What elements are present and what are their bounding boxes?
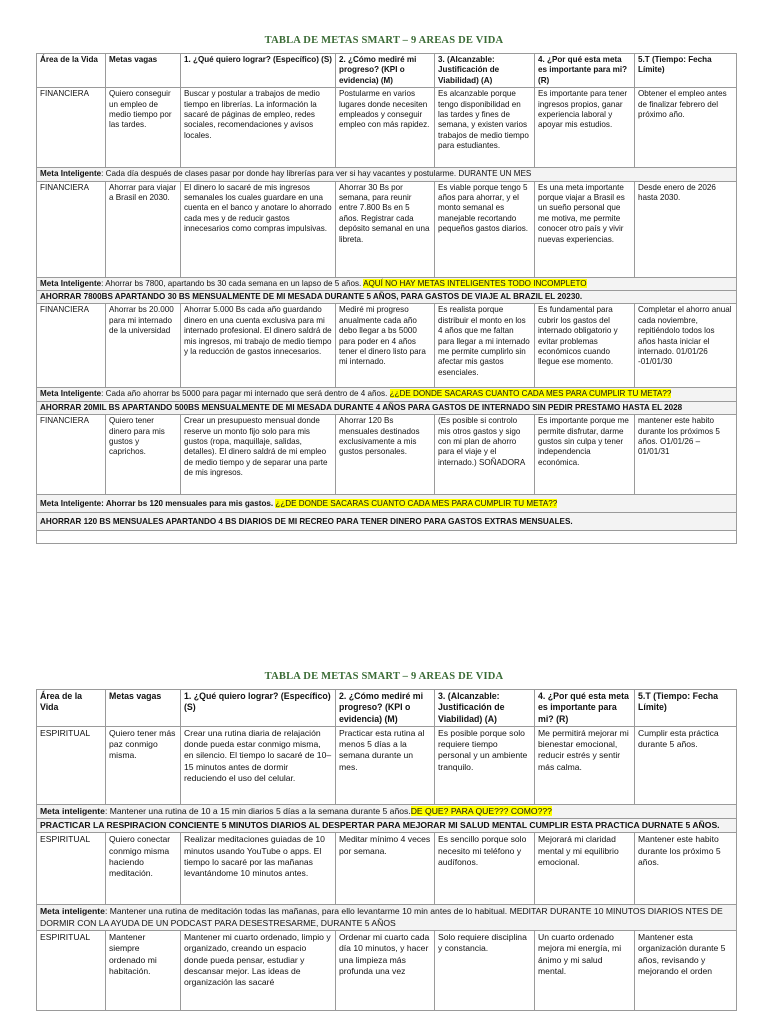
header-cell: 1. ¿Qué quiero lograr? (Específico) (S): [181, 690, 336, 727]
table-cell: Crear un presupuesto mensual donde reserve un monto fijo solo para mis gustos (ropa, maquillaje, salidas, detalles). El dinero saldrá de mi empleo de medio tiempo y de separar una parte de mis ingresos.: [181, 415, 336, 495]
goal-cell: AHORRAR 120 BS MENSUALES APARTANDO 4 BS DIARIOS DE MI RECREO PARA TENER DINERO PARA GASTOS EXTRAS MENSUALES.: [37, 513, 737, 531]
meta-label: Meta Inteligente: [40, 389, 102, 399]
table-cell: El dinero lo sacaré de mis ingresos semanales los cuales guardare en una cuenta en el banco y anotare lo ahorrado cada mes y de reducir gastos innecesarios como compras impulsivas.: [181, 181, 336, 277]
header-cell: 1. ¿Qué quiero lograr? (Específico) (S): [181, 54, 336, 88]
meta-cell: [37, 495, 737, 513]
header-cell: 2. ¿Cómo mediré mi progreso? (KPI o evidencia) (M): [336, 54, 435, 88]
table-cell: Obtener el empleo antes de finalizar febrero del próximo año.: [635, 88, 737, 168]
table-row: [37, 833, 737, 905]
goal-row: [37, 401, 737, 414]
teacher-comment: AQUÍ NO HAY METAS INTELIGENTES TODO INCOMPLETO: [363, 278, 587, 288]
table-cell: (Es posible si controlo mis otros gastos y sigo con mi plan de ahorro para el viaje y el internado.) SOÑADORA: [435, 415, 535, 495]
meta-cell: [37, 905, 737, 931]
table-cell: Postularme en varios lugares donde necesiten empleados y conseguir empleo con más rapidez.: [336, 88, 435, 168]
meta-row: [37, 905, 737, 931]
goal-cell: AHORRAR 20MIL BS APARTANDO 500BS MENSUALMENTE DE MI MESADA DURANTE 4 AÑOS PARA GASTOS DE INTERNADO SIN PEDIR PRESTAMO HASTA EL 2028: [37, 401, 737, 414]
table-cell: Realizar meditaciones guiadas de 10 minutos usando YouTube o apps. El tiempo lo sacaré por las mañanas levantándome 10 minutos antes.: [181, 833, 336, 905]
meta-cell: [37, 388, 737, 401]
meta-row: [37, 495, 737, 513]
meta-text: : Cada año ahorrar bs 5000 para pagar mi internado que será dentro de 4 años.: [101, 389, 390, 399]
meta-row: [37, 804, 737, 818]
table-cell: Ahorrar 120 Bs mensuales destinados exclusivamente a mis gustos personales.: [336, 415, 435, 495]
meta-text: : Mantener una rutina de 10 a 15 min diarios 5 días a la semana durante 5 años.: [104, 805, 411, 816]
goal-cell: PRACTICAR LA RESPIRACION CONCIENTE 5 MINUTOS DIARIOS AL DESPERTAR PARA MEJORAR MI SALUD MENTAL CUMPLIR ESTA PRACTICA DURNATE 5 AÑOS.: [37, 819, 737, 833]
table-cell: Ordenar mi cuarto cada día 10 minutos, y hacer una limpieza más profunda una vez: [336, 931, 435, 1011]
goal-row: [37, 291, 737, 304]
meta-row: [37, 277, 737, 290]
table-cell: Solo requiere disciplina y constancia.: [435, 931, 535, 1011]
header-cell: 3. (Alcanzable: Justificación de Viabilidad) (A): [435, 54, 535, 88]
meta-label: Meta inteligente: [40, 906, 105, 917]
table-row: [37, 181, 737, 277]
empty-cell: [37, 531, 737, 544]
table-cell: Ahorrar bs 20.000 para mi internado de la universidad: [106, 304, 181, 388]
table-row: [37, 88, 737, 168]
meta-text: : Ahorrar bs 7800, apartando bs 30 cada semana en un lapso de 5 años.: [101, 278, 364, 288]
table-cell: FINANCIERA: [37, 181, 106, 277]
header-cell: 3. (Alcanzable: Justificación de Viabilidad) (A): [435, 690, 535, 727]
meta-label: Meta Inteligente: [40, 169, 102, 179]
table-row: [37, 931, 737, 1011]
table-cell: Practicar esta rutina al menos 5 días a la semana durante un mes.: [336, 726, 435, 804]
table-cell: Mantener este habito durante los próximo 5 años.: [635, 833, 737, 905]
teacher-comment: DE QUE? PARA QUE??? COMO???: [410, 805, 552, 816]
header-cell: 4. ¿Por qué esta meta es importante para mi? (R): [535, 690, 635, 727]
meta-row: [37, 168, 737, 181]
empty-row: [37, 531, 737, 544]
meta-cell: [37, 804, 737, 818]
goal-row: [37, 513, 737, 531]
table-header-row: [37, 690, 737, 727]
meta-text: : Ahorrar bs 120 mensuales para mis gastos.: [101, 498, 276, 508]
table-cell: Mantener mi cuarto ordenado, limpio y organizado, creando un espacio donde pueda pensar, estudiar y descansar mejor. Las ideas de organización las sacaré: [181, 931, 336, 1011]
table-cell: Ahorrar 30 Bs por semana, para reunir entre 7.800 Bs en 5 años. Registrar cada depósito semanal en una libreta.: [336, 181, 435, 277]
meta-text: : Mantener una rutina de meditación todas las mañanas, para ello levantarme 10 min antes de lo habitual. MEDITAR DURANTE 10 MINUTOS DIARIOS NTES DE DORMIR CON LA AYUDA DE UN PODCAST PARA DESESTRESARME, DURANTE 5 AÑOS: [40, 906, 723, 928]
header-cell: Área de la Vida: [37, 54, 106, 88]
header-cell: 5.T (Tiempo: Fecha Límite): [635, 690, 737, 727]
table-cell: ESPIRITUAL: [37, 726, 106, 804]
table-cell: Quiero tener dinero para mis gustos y caprichos.: [106, 415, 181, 495]
table-cell: ESPIRITUAL: [37, 931, 106, 1011]
table-cell: Mantener esta organización durante 5 años, revisando y mejorando el orden: [635, 931, 737, 1011]
table-cell: Es importante porque me permite disfrutar, darme gustos sin culpa y tener independencia económica.: [535, 415, 635, 495]
table-cell: ESPIRITUAL: [37, 833, 106, 905]
meta-label: Meta inteligente: [40, 805, 105, 816]
table-cell: Meditar mínimo 4 veces por semana.: [336, 833, 435, 905]
table-row: [37, 726, 737, 804]
table-cell: Ahorrar 5.000 Bs cada año guardando dinero en una cuenta exclusiva para mi internado profesional. El dinero saldrá de mis ingresos, mi trabajo de medio tiempo y la reducción de gastos innecesarios.: [181, 304, 336, 388]
header-cell: 4. ¿Por qué esta meta es importante para mi? (R): [535, 54, 635, 88]
header-cell: 2. ¿Cómo mediré mi progreso? (KPI o evidencia) (M): [336, 690, 435, 727]
table-row: [37, 304, 737, 388]
teacher-comment: ¿¿DE DONDE SACARAS CUANTO CADA MES PARA CUMPLIR TU META??: [389, 389, 672, 399]
table-cell: mantener este habito durante los próximos 5 años. O1/01/26 – 01/01/31: [635, 415, 737, 495]
table-cell: Ahorrar para viajar a Brasil en 2030.: [106, 181, 181, 277]
table-cell: Quiero tener más paz conmigo misma.: [106, 726, 181, 804]
table-cell: Cumplir esta práctica durante 5 años.: [635, 726, 737, 804]
meta-text: : Cada día después de clases pasar por donde hay librerías para ver si hay vacantes y postularme. DURANTE UN MES: [101, 169, 532, 179]
table-cell: FINANCIERA: [37, 415, 106, 495]
teacher-comment: ¿¿DE DONDE SACARAS CUANTO CADA MES PARA CUMPLIR TU META??: [275, 498, 558, 508]
table-cell: Crear una rutina diaria de relajación donde pueda estar conmigo misma, en silencio. El tiempo lo sacaré de 10–15 minutos antes de dormir reduciendo el uso del celular.: [181, 726, 336, 804]
table-cell: Desde enero de 2026 hasta 2030.: [635, 181, 737, 277]
table-cell: Es una meta importante porque viajar a Brasil es un sueño personal que me motiva, me permite conocer otro país y vivir nuevas experiencias.: [535, 181, 635, 277]
table-cell: Mejorará mi claridad mental y mi equilibrio emocional.: [535, 833, 635, 905]
header-cell: 5.T (Tiempo: Fecha Límite): [635, 54, 737, 88]
table-cell: Quiero conseguir un empleo de medio tiempo por las tardes.: [106, 88, 181, 168]
meta-label: Meta Inteligente: [40, 278, 102, 288]
meta-label: Meta Inteligente: [40, 498, 102, 508]
header-cell: Área de la Vida: [37, 690, 106, 727]
goal-cell: AHORRAR 7800BS APARTANDO 30 BS MENSUALMENTE DE MI MESADA DURANTE 5 AÑOS, PARA GASTOS DE VIAJE AL BRAZIL EL 20230.: [37, 291, 737, 304]
table-cell: Buscar y postular a trabajos de medio tiempo en librerías. La información la sacaré de páginas de empleo, redes sociales, recomendaciones y avisos locales.: [181, 88, 336, 168]
table-cell: Es importante para tener ingresos propios, ganar experiencia laboral y apoyar mis estudios.: [535, 88, 635, 168]
smart-table-1: [36, 53, 737, 544]
table-cell: Completar el ahorro anual cada noviembre, repitiéndolo todos los años hasta iniciar el internado. 01/01/26 -01/01/30: [635, 304, 737, 388]
table-header-row: [37, 54, 737, 88]
meta-cell: [37, 168, 737, 181]
table-cell: Mediré mi progreso anualmente cada año debo llegar a bs 5000 para poder en 4 años tener el dinero listo para mi internado.: [336, 304, 435, 388]
goal-row: [37, 819, 737, 833]
table-cell: Es alcanzable porque tengo disponibilidad en las tardes y fines de semana, y existen varios trabajos de medio tiempo para estudiantes.: [435, 88, 535, 168]
table-1-title: TABLA DE METAS SMART – 9 AREAS DE VIDA: [264, 35, 504, 46]
meta-cell: [37, 277, 737, 290]
table-cell: Es posible porque solo requiere tiempo personal y un ambiente tranquilo.: [435, 726, 535, 804]
table-cell: Mantener siempre ordenado mi habitación.: [106, 931, 181, 1011]
table-2-title: TABLA DE METAS SMART – 9 AREAS DE VIDA: [264, 671, 504, 682]
header-cell: Metas vagas: [106, 690, 181, 727]
table-row: [37, 415, 737, 495]
table-cell: Es realista porque distribuir el monto en los 4 años que me faltan para llegar a mi internado me permite cumplirlo sin afectar mis gastos esenciales.: [435, 304, 535, 388]
table-cell: Es viable porque tengo 5 años para ahorrar, y el monto semanal es manejable recortando pequeños gastos diarios.: [435, 181, 535, 277]
table-cell: Es sencillo porque solo necesito mi teléfono y audífonos.: [435, 833, 535, 905]
header-cell: Metas vagas: [106, 54, 181, 88]
table-cell: FINANCIERA: [37, 304, 106, 388]
table-cell: Me permitirá mejorar mi bienestar emocional, reducir estrés y sentir más calma.: [535, 726, 635, 804]
table-cell: Quiero conectar conmigo misma haciendo meditación.: [106, 833, 181, 905]
smart-table-2: [36, 689, 737, 1011]
table-cell: FINANCIERA: [37, 88, 106, 168]
meta-row: [37, 388, 737, 401]
table-cell: Un cuarto ordenado mejora mi energía, mi ánimo y mi salud mental.: [535, 931, 635, 1011]
table-cell: Es fundamental para cubrir los gastos del internado obligatorio y evitar problemas económicos cuando llegue ese momento.: [535, 304, 635, 388]
